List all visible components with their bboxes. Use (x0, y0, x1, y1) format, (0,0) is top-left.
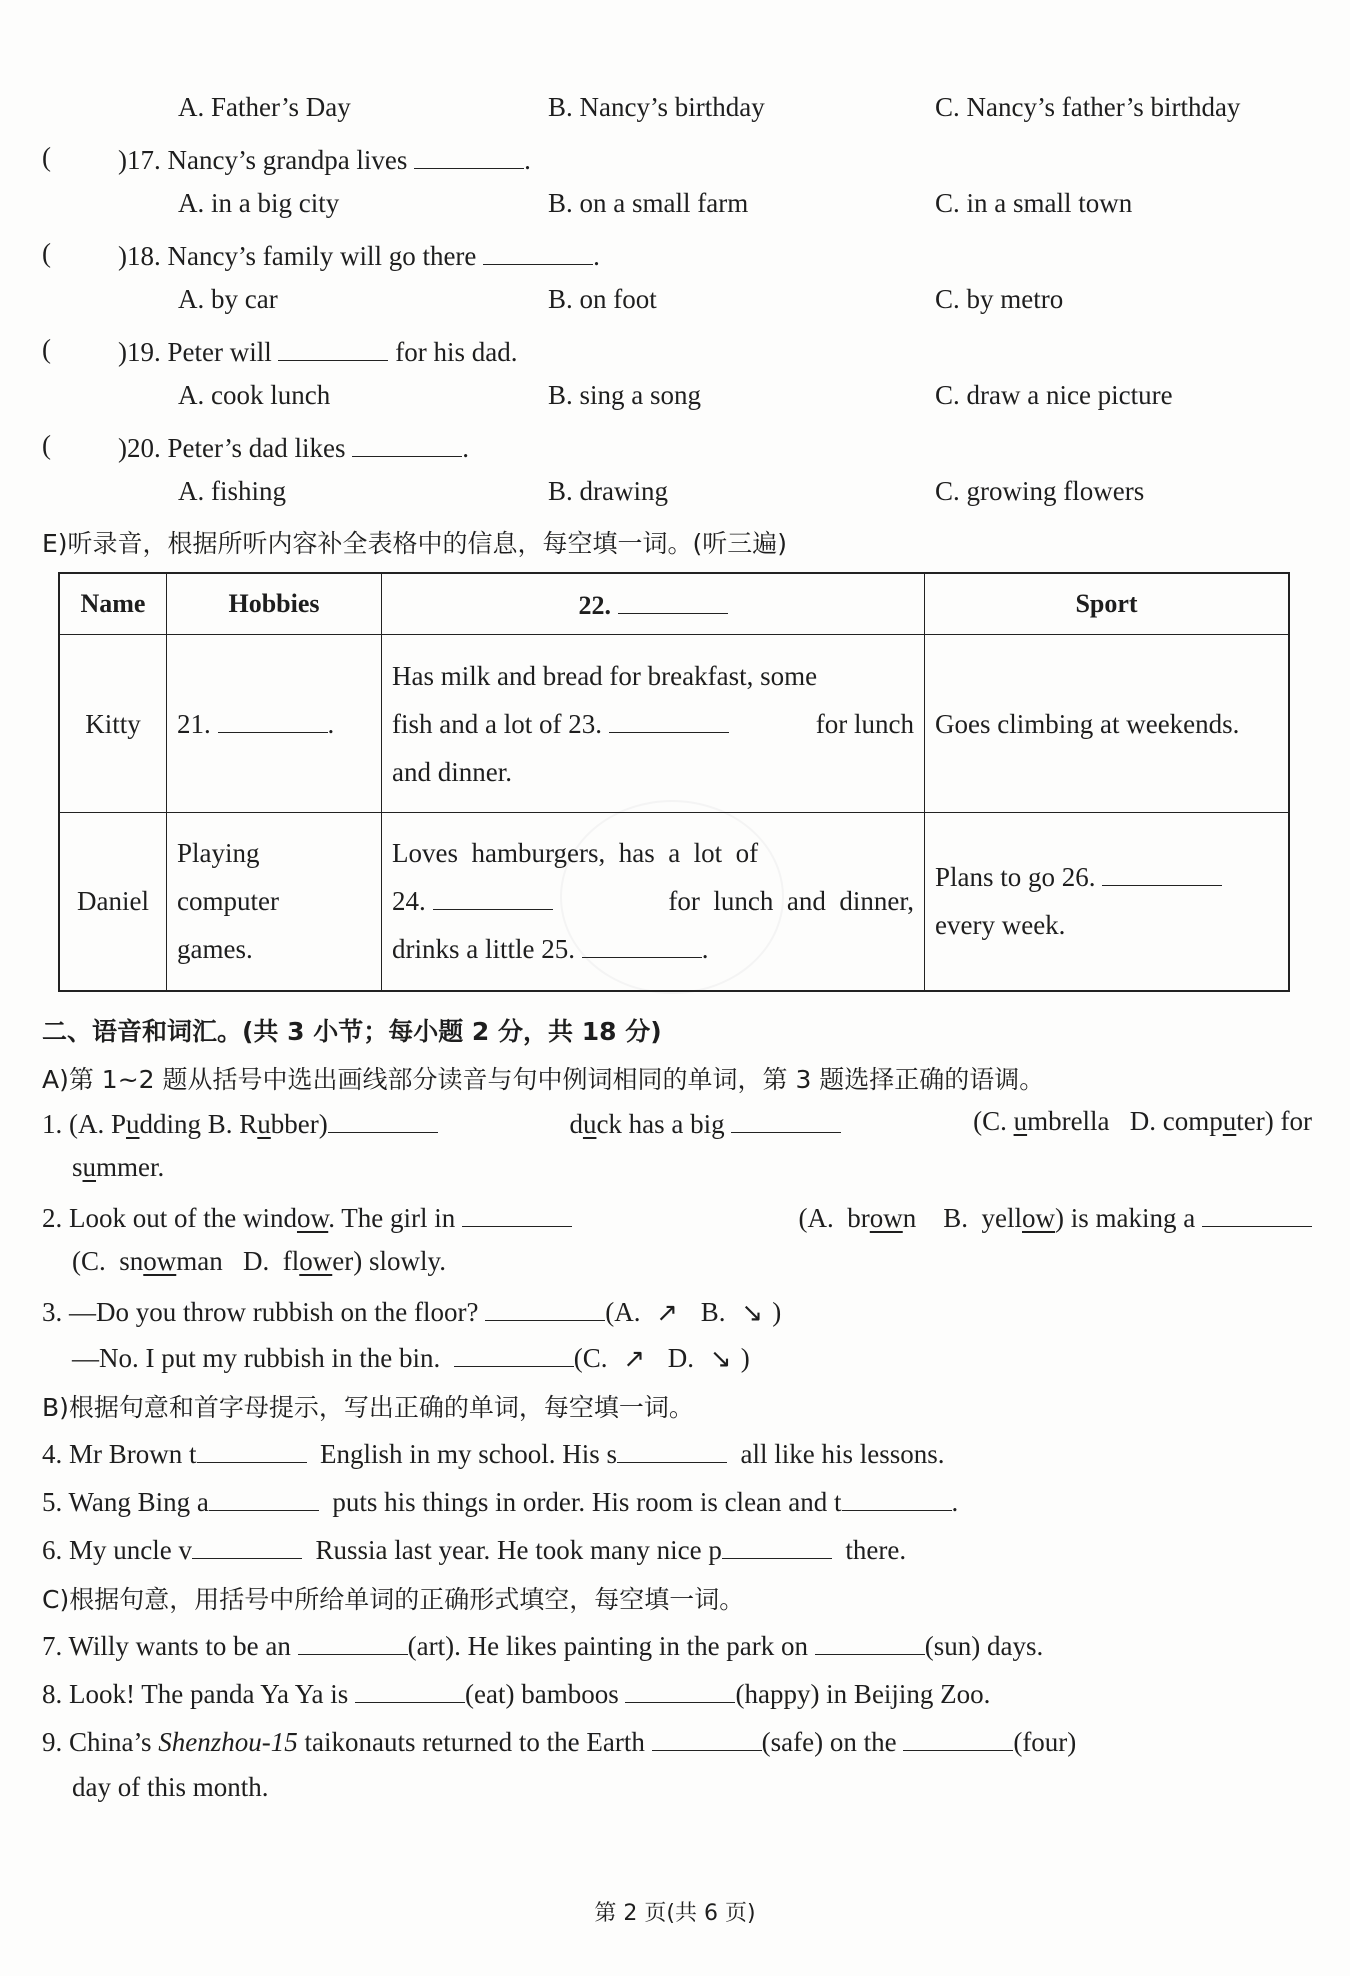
q1-blank-2[interactable] (731, 1106, 841, 1133)
q20-blank[interactable] (352, 430, 462, 457)
q8-line: 8. Look! The panda Ya Ya is (eat) bamboos (happy) in Beijing Zoo. (42, 1676, 990, 1710)
answer-paren-open: ( (42, 334, 51, 364)
q9-line2: day of this month. (72, 1772, 269, 1802)
table-header-row (59, 573, 1289, 635)
q18-option-a: A. by car (178, 284, 278, 314)
q5-blank-1[interactable] (209, 1484, 319, 1511)
q5-line: 5. Wang Bing a puts his things in order. His room is clean and t . (42, 1484, 958, 1518)
q6-line: 6. My uncle v Russia last year. He took many nice p there. (42, 1532, 906, 1566)
q18-stem: )18. Nancy’s family will go there . (118, 238, 600, 272)
q19-option-b: B. sing a song (548, 380, 702, 410)
blank-21[interactable] (218, 706, 328, 733)
q20-option-b: B. drawing (548, 476, 668, 506)
sport-line: Plans to go 26. (935, 853, 1278, 901)
q7-line: 7. Willy wants to be an (art). He likes painting in the park on (sun) days. (42, 1628, 1043, 1662)
cell-sport-daniel (925, 813, 1290, 991)
q8-blank-1[interactable] (355, 1676, 465, 1703)
hobby-line: games. (177, 934, 253, 965)
q3-blank-1[interactable] (485, 1294, 605, 1321)
q19-blank[interactable] (278, 334, 388, 361)
header-name: Name (59, 573, 167, 635)
q20-option-c: C. growing flowers (935, 476, 1145, 506)
q17-option-c: C. in a small town (935, 188, 1133, 218)
q6-blank-2[interactable] (722, 1532, 832, 1559)
q3-line2: —No. I put my rubbish in the bin. (C. ↗ D. ↘ ) (72, 1340, 750, 1374)
q7-blank-1[interactable] (298, 1628, 408, 1655)
food-line: 24. for lunch and dinner, (392, 877, 914, 925)
q19-option-c: C. draw a nice picture (935, 380, 1173, 410)
cell-name-daniel: Daniel (59, 813, 167, 991)
food-line: drinks a little 25. . (392, 925, 914, 973)
food-line: Has milk and bread for breakfast, some (392, 660, 818, 691)
food-line: fish and a lot of 23. for lunch (392, 700, 914, 748)
info-table (58, 572, 1290, 992)
q16-option-b: B. Nancy’s birthday (548, 92, 765, 122)
arrow-down-right-icon: ↘ (709, 1344, 732, 1374)
q19-option-a: A. cook lunch (178, 380, 331, 410)
arrow-up-right-icon: ↗ (623, 1344, 646, 1374)
table-row-daniel (59, 813, 1289, 991)
q2-line: 2. Look out of the window. The girl in (A. brown B. yellow) is making a (42, 1200, 1312, 1234)
q19-stem: )19. Peter will for his dad. (118, 334, 517, 368)
blank-22[interactable] (618, 587, 728, 614)
blank-24[interactable] (433, 883, 553, 910)
header-hobbies: Hobbies (167, 573, 382, 635)
q16-option-c: C. Nancy’s father’s birthday (935, 92, 1241, 122)
arrow-up-right-icon: ↗ (656, 1298, 679, 1328)
q6-blank-1[interactable] (192, 1532, 302, 1559)
cell-hobby-kitty: 21. . (167, 635, 382, 813)
cell-food-kitty (382, 635, 925, 813)
q17-stem: )17. Nancy’s grandpa lives . (118, 142, 531, 176)
q2-blank-2[interactable] (1202, 1200, 1312, 1227)
cell-name-kitty: Kitty (59, 635, 167, 813)
blank-26[interactable] (1102, 859, 1222, 886)
arrow-down-right-icon: ↘ (741, 1298, 764, 1328)
q4-blank-1[interactable] (197, 1436, 307, 1463)
part2-b-title: B)根据句意和首字母提示，写出正确的单词，每空填一词。 (42, 1393, 694, 1422)
q3-blank-2[interactable] (454, 1340, 574, 1367)
hobby-line: Playing (177, 838, 260, 869)
header-22: 22. (382, 573, 925, 635)
q3-line1: 3. —Do you throw rubbish on the floor? (A. ↗ B. ↘ ) (42, 1294, 781, 1328)
q17-blank[interactable] (414, 142, 524, 169)
q16-option-a: A. Father’s Day (178, 92, 351, 122)
cell-food-daniel (382, 813, 925, 991)
answer-paren-open: ( (42, 430, 51, 460)
food-line: and dinner. (392, 756, 512, 787)
food-line: Loves hamburgers, has a lot of (392, 838, 759, 869)
q5-blank-2[interactable] (842, 1484, 952, 1511)
q20-option-a: A. fishing (178, 476, 286, 506)
section-e-title: E)听录音，根据所听内容补全表格中的信息，每空填一词。(听三遍) (42, 529, 788, 558)
q17-option-b: B. on a small farm (548, 188, 749, 218)
cell-sport-kitty: Goes climbing at weekends. (925, 635, 1290, 813)
q1-blank-1[interactable] (328, 1106, 438, 1133)
blank-23[interactable] (609, 706, 729, 733)
q7-blank-2[interactable] (815, 1628, 925, 1655)
q8-blank-2[interactable] (625, 1676, 735, 1703)
hobby-line: computer (177, 886, 279, 917)
sport-line: every week. (935, 910, 1066, 941)
q20-stem: )20. Peter’s dad likes . (118, 430, 469, 464)
q4-line: 4. Mr Brown t English in my school. His s all like his lessons. (42, 1436, 945, 1470)
q18-option-b: B. on foot (548, 284, 657, 314)
q18-blank[interactable] (483, 238, 593, 265)
q4-blank-2[interactable] (617, 1436, 727, 1463)
page-footer: 第 2 页(共 6 页) (594, 1901, 756, 1926)
part2-c-title: C)根据句意，用括号中所给单词的正确形式填空，每空填一词。 (42, 1585, 745, 1614)
part2-title: 二、语音和词汇。(共 3 小节；每小题 2 分，共 18 分) (42, 1017, 662, 1046)
q18-option-c: C. by metro (935, 284, 1064, 314)
q9-line: 9. China’s Shenzhou-15 taikonauts returned to the Earth (safe) on the (four) (42, 1724, 1076, 1758)
q9-blank-1[interactable] (652, 1724, 762, 1751)
answer-paren-open: ( (42, 238, 51, 268)
q17-option-a: A. in a big city (178, 188, 340, 218)
table-row-kitty (59, 635, 1289, 813)
q2-line2: (C. snowman D. flower) slowly. (72, 1246, 446, 1276)
q1-line2: summer. (72, 1152, 165, 1182)
part2-a-title: A)第 1~2 题从括号中选出画线部分读音与句中例词相同的单词，第 3 题选择正确的语调。 (42, 1065, 1045, 1094)
q1-line: 1. (A. Pudding B. Rubber) duck has a big (C. umbrella D. computer) for (42, 1106, 1312, 1139)
header-sport: Sport (925, 573, 1290, 635)
q2-blank-1[interactable] (462, 1200, 572, 1227)
cell-hobby-daniel (167, 813, 382, 991)
answer-paren-open: ( (42, 142, 51, 172)
blank-25[interactable] (582, 931, 702, 958)
q9-blank-2[interactable] (903, 1724, 1013, 1751)
